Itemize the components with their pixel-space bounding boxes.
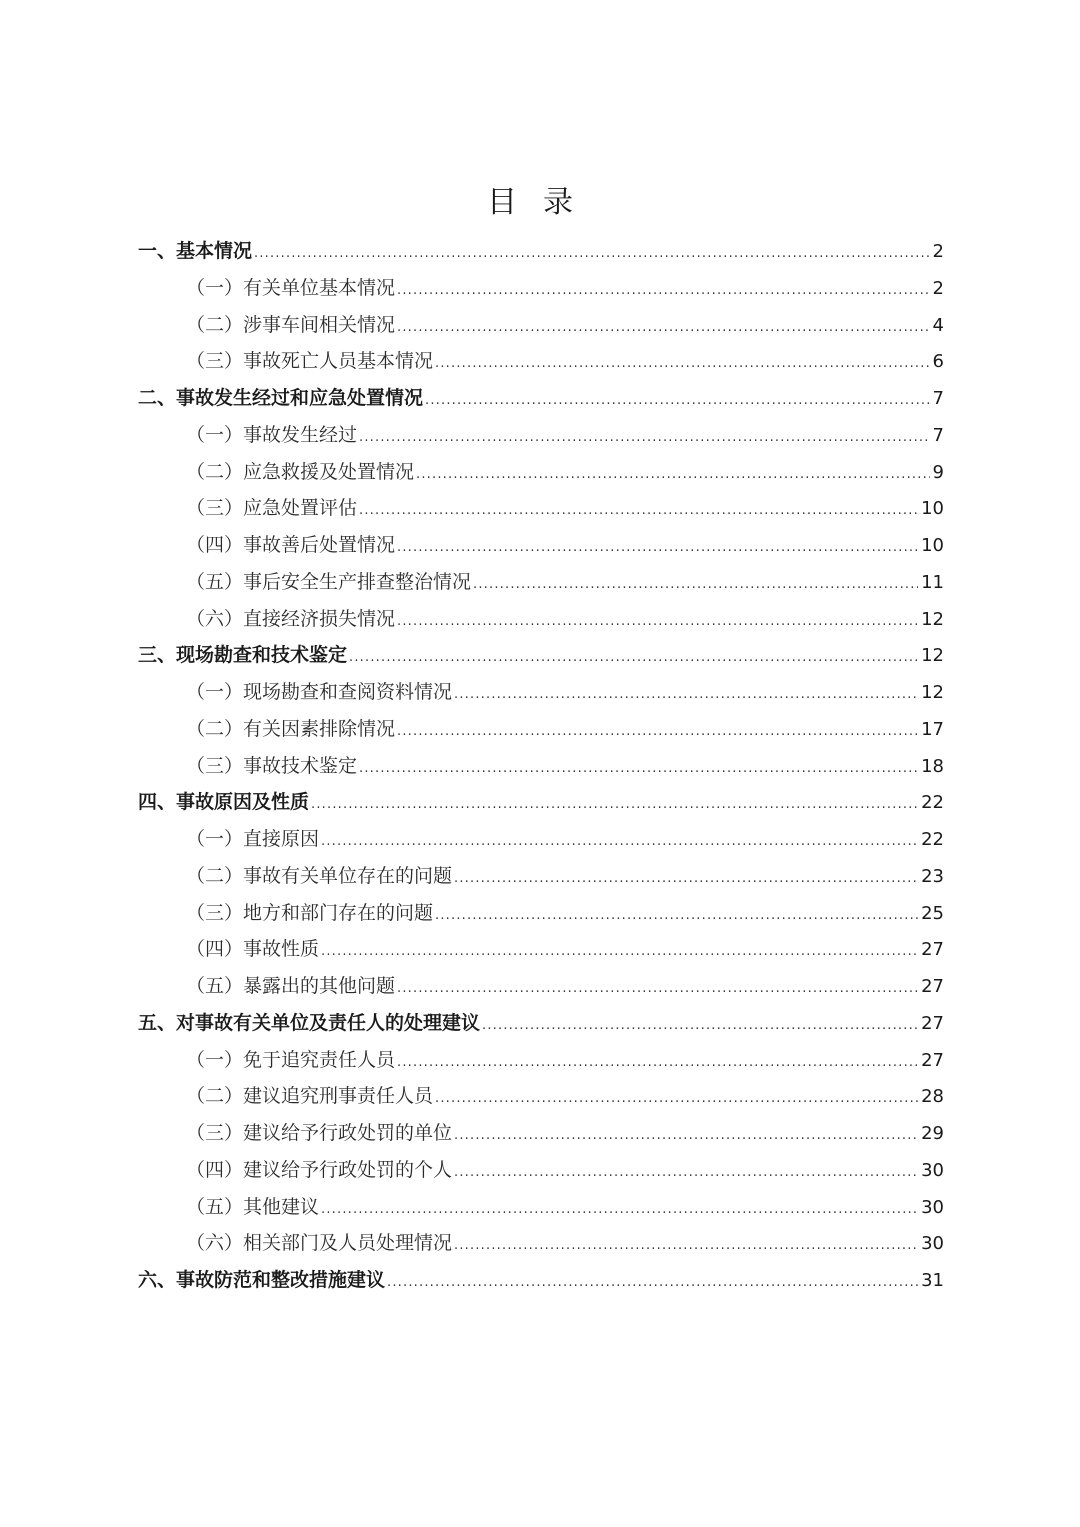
toc-entry-label: （二）应急救援及处置情况	[186, 460, 415, 483]
dot-leader	[454, 1118, 918, 1155]
toc-section-entry[interactable]	[138, 1005, 944, 1042]
toc-entry-label: （三）事故技术鉴定	[186, 754, 358, 777]
dot-leader	[473, 567, 918, 604]
toc-entry-label: （三）建议给予行政处罚的单位	[186, 1122, 453, 1144]
dot-leader	[397, 971, 918, 1008]
toc-subsection-entry[interactable]	[138, 821, 944, 858]
toc-entry-page-number: 27	[921, 1012, 944, 1034]
dot-leader	[359, 420, 930, 457]
toc-entry-label: （五）其他建议	[186, 1195, 320, 1218]
toc-entry-label: （三）事故死亡人员基本情况	[186, 350, 434, 373]
dot-leader	[359, 493, 918, 530]
toc-subsection-entry[interactable]	[138, 1152, 944, 1189]
dot-leader	[435, 1081, 918, 1118]
toc-section-entry[interactable]	[138, 233, 944, 270]
toc-section-entry[interactable]	[138, 784, 944, 821]
toc-entry-page-number: 29	[921, 1123, 944, 1144]
toc-entry-page-number: 12	[921, 682, 944, 703]
toc-entry-page-number: 30	[921, 1196, 944, 1218]
toc-entry-label: 二、事故发生经过和应急处置情况	[138, 387, 424, 409]
toc-entry-label: （六）直接经济损失情况	[186, 607, 396, 630]
toc-entry-label: （一）现场勘查和查阅资料情况	[186, 681, 453, 703]
toc-entry-label: （五）事后安全生产排查整治情况	[186, 570, 472, 593]
toc-entry-label: （四）事故性质	[186, 938, 320, 961]
page-title: 目录	[487, 185, 599, 220]
toc-entry-label: （三）地方和部门存在的问题	[186, 901, 434, 924]
toc-entry-page-number: 22	[921, 829, 944, 850]
dot-leader	[416, 457, 930, 494]
toc-entry-label: （二）有关因素排除情况	[186, 717, 396, 740]
toc-entry-page-number: 4	[932, 314, 944, 336]
toc-entry-page-number: 17	[921, 718, 944, 740]
toc-entry-label: （五）暴露出的其他问题	[186, 975, 396, 997]
toc-entry-page-number: 28	[921, 1086, 944, 1108]
toc-entry-page-number: 25	[921, 902, 944, 924]
toc-subsection-entry[interactable]	[138, 1189, 944, 1226]
toc-subsection-entry[interactable]	[138, 931, 944, 968]
dot-leader	[321, 1192, 918, 1229]
toc-subsection-entry[interactable]	[138, 307, 944, 344]
toc-entry-page-number: 27	[921, 976, 944, 997]
dot-leader	[397, 714, 918, 751]
toc-entry-label: 四、事故原因及性质	[138, 791, 310, 814]
dot-leader	[254, 236, 930, 273]
toc-entry-page-number: 30	[921, 1159, 944, 1181]
toc-subsection-entry[interactable]	[138, 454, 944, 491]
toc-entry-page-number: 2	[932, 241, 944, 262]
toc-entry-label: （一）免于追究责任人员	[186, 1048, 396, 1071]
dot-leader	[321, 824, 918, 861]
dot-leader	[435, 898, 918, 935]
toc-subsection-entry[interactable]	[138, 564, 944, 601]
toc-entry-page-number: 31	[921, 1270, 944, 1291]
toc-entry-page-number: 12	[921, 608, 944, 630]
toc-entry-label: （四）事故善后处置情况	[186, 534, 396, 556]
toc-entry-label: 五、对事故有关单位及责任人的处理建议	[138, 1011, 481, 1034]
dot-leader	[454, 677, 918, 714]
toc-entry-label: 六、事故防范和整改措施建议	[138, 1269, 386, 1291]
toc-subsection-entry[interactable]	[138, 1225, 944, 1262]
toc-entry-page-number: 9	[932, 461, 944, 483]
toc-subsection-entry[interactable]	[138, 968, 944, 1005]
dot-leader	[425, 383, 930, 420]
toc-entry-page-number: 27	[921, 939, 944, 961]
toc-entry-page-number: 6	[932, 351, 944, 373]
dot-leader	[482, 1008, 918, 1045]
dot-leader	[454, 1155, 918, 1192]
toc-entry-label: 一、基本情况	[138, 240, 253, 262]
toc-entry-page-number: 27	[921, 1049, 944, 1071]
toc-entry-label: （一）有关单位基本情况	[186, 276, 396, 299]
toc-subsection-entry[interactable]	[138, 490, 944, 527]
toc-entry-page-number: 10	[921, 535, 944, 556]
dot-leader	[397, 604, 918, 641]
toc-entry-page-number: 7	[932, 424, 944, 446]
dot-leader	[454, 1228, 918, 1265]
dot-leader	[311, 787, 918, 824]
toc-subsection-entry[interactable]	[138, 527, 944, 564]
toc-subsection-entry[interactable]	[138, 674, 944, 711]
dot-leader	[321, 934, 918, 971]
dot-leader	[359, 751, 918, 788]
toc-entry-label: （四）建议给予行政处罚的个人	[186, 1158, 453, 1181]
toc-entry-label: 三、现场勘查和技术鉴定	[138, 644, 348, 667]
toc-entry-page-number: 11	[921, 571, 944, 593]
toc-subsection-entry[interactable]	[138, 748, 944, 785]
toc-section-entry[interactable]	[138, 637, 944, 674]
toc-entry-label: （二）事故有关单位存在的问题	[186, 864, 453, 887]
toc-subsection-entry[interactable]	[138, 1042, 944, 1079]
toc-entry-page-number: 12	[921, 645, 944, 667]
toc-entry-label: （一）事故发生经过	[186, 423, 358, 446]
toc-entry-label: （一）直接原因	[186, 828, 320, 850]
dot-leader	[397, 530, 918, 567]
toc-subsection-entry[interactable]	[138, 858, 944, 895]
toc-entry-label: （三）应急处置评估	[186, 497, 358, 520]
toc-entry-label: （二）建议追究刑事责任人员	[186, 1085, 434, 1108]
toc-entry-label: （六）相关部门及人员处理情况	[186, 1232, 453, 1255]
toc-entry-page-number: 30	[921, 1233, 944, 1255]
dot-leader	[349, 640, 918, 677]
toc-subsection-entry[interactable]	[138, 343, 944, 380]
toc-entry-page-number: 2	[932, 277, 944, 299]
toc-subsection-entry[interactable]	[138, 417, 944, 454]
toc-entry-page-number: 18	[921, 755, 944, 777]
toc-subsection-entry[interactable]	[138, 1078, 944, 1115]
dot-leader	[397, 310, 930, 347]
dot-leader	[397, 273, 930, 310]
toc-entry-label: （二）涉事车间相关情况	[186, 313, 396, 336]
toc-subsection-entry[interactable]	[138, 1115, 944, 1152]
toc-subsection-entry[interactable]	[138, 601, 944, 638]
table-of-contents	[138, 233, 944, 1299]
toc-entry-page-number: 23	[921, 865, 944, 887]
dot-leader	[454, 861, 918, 898]
toc-entry-page-number: 7	[932, 388, 944, 409]
toc-subsection-entry[interactable]	[138, 270, 944, 307]
toc-section-entry[interactable]	[138, 380, 944, 417]
toc-subsection-entry[interactable]	[138, 895, 944, 932]
toc-subsection-entry[interactable]	[138, 711, 944, 748]
toc-section-entry[interactable]	[138, 1262, 944, 1299]
toc-entry-page-number: 10	[921, 498, 944, 520]
dot-leader	[397, 1045, 918, 1082]
dot-leader	[387, 1265, 918, 1302]
dot-leader	[435, 346, 930, 383]
toc-entry-page-number: 22	[921, 792, 944, 814]
